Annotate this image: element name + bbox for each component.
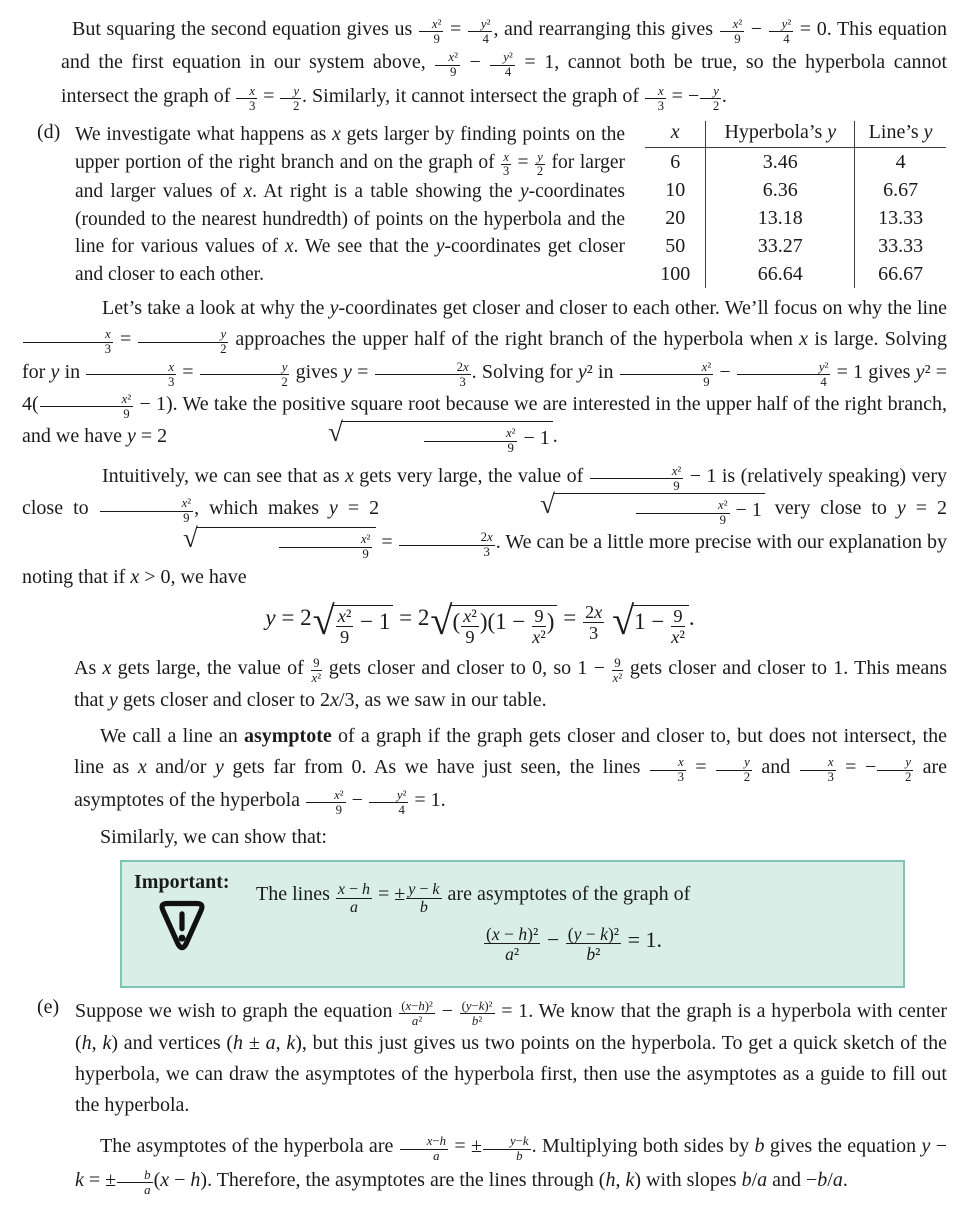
table-cell: 66.64 [706,260,855,288]
important-equation: $\frac{\text{(x − h)²}}{\text{a²}}$ − $\frac{\text{(y − k)²}}{\text{b²}}$ = 1. [485,923,663,964]
item-d-label: (d) [37,121,61,144]
table-cell: 100 [660,262,691,285]
item-e-text: Suppose we wish to graph the equation $\frac{\text{(x−h)²}}{\text{a²}}$ − $\frac{\text{(y−k)²}}{\text{b²}}$ = 1. We know that the graph is a hyperbola with center (h, k) and vertices (h ± a, k), but this just gives us two points on the hyperbola. To get a quick sketch of the hyperbola, we can draw the asymptotes of the hyperbola first, then use the asymptotes as a guide to fill out the hyperbola. [75,998,948,1117]
paragraph-asymptote-definition: We call a line an asymptote of a graph if the graph gets closer and closer to, but does not intersect, the line as x and/or y gets far from 0. As we have just seen, the lines $\frac{x}{3}$ = $\frac{y}{2}$ and $\frac{x}{3}$ = − $\frac{y}{2}$ are asymptotes of the hyperbola $\frac{\text{x²}}{9}$ − $\frac{\text{y²}}{4}$ = 1. [74,725,948,817]
table-cell: 20 [665,206,686,229]
item-d [37,121,950,288]
values-table-container [625,121,950,288]
table-cell: 13.18 [706,204,855,232]
item-d-text: We investigate what happens as x gets larger by finding points on the upper portion of the right branch and on the graph of $\frac{x}{3}$ = $\frac{y}{2}$ for larger and larger values of x. At right is a table showing the y-coordinates (rounded to the nearest hundredth) of points on the hyperbola and the line for various values of x. We see that the y-coordinates get closer and closer to each other. [75,124,625,285]
item-e [37,996,947,1197]
table-header-line-y: Line’s y [855,121,946,148]
paragraph-similarly: Similarly, we can show that: [100,825,327,848]
important-box [120,860,905,988]
table-cell: 33.33 [855,232,946,260]
textbook-page [0,13,960,1212]
table-cell: 3.46 [706,148,855,177]
table-cell: 13.33 [855,204,946,232]
values-table [645,121,946,288]
important-content [256,871,889,974]
warning-icon [156,898,208,954]
item-e-body [75,996,947,1197]
table-cell: 4 [855,148,946,177]
paragraph-lets-take: Let’s take a look at why the y-coordinates get closer and closer to each other. We’ll focus on why the line $\frac{x}{3}$ = $\frac{y}{2}$ approaches the upper half of the right branch of the hyperbola when x is large. Solving for y in $\frac{x}{3}$ = $\frac{y}{2}$ gives y = $\frac{2x}{3}$ . Solving for y² in $\frac{\text{x²}}{9}$ − $\frac{\text{y²}}{4}$ = 1 gives y² = 4( $\frac{\text{x²}}{9}$ − 1). We take the positive square root because we are interested in the upper half of the right branch, and we have y = 2 √ $\frac{\text{x²}}{9}$ − 1 . [22,297,948,456]
table-header-hyperbola-y: Hyperbola’s y [706,121,855,148]
item-e-label: (e) [37,995,60,1018]
table-row [645,204,946,232]
table-row [645,260,946,288]
table-row [645,232,946,260]
important-statement: The lines $\frac{x - h}{a}$ = ± $\frac{y - k}{b}$ are asymptotes of the graph of [256,880,691,916]
table-cell: 6.67 [855,176,946,204]
table-cell: 50 [665,234,686,257]
table-header-row [645,121,946,148]
important-box-left [134,871,256,974]
important-label: Important: [134,870,230,893]
table-row [645,176,946,204]
paragraph-intro: But squaring the second equation gives us $\frac{\text{x²}}{9}$ = $\frac{\text{y²}}{4}$ , and rearranging this gives $\frac{\text{x²}}{9}$ − $\frac{\text{y²}}{4}$ = 0. This equation and the first equation in our system above, $\frac{\text{x²}}{9}$ − $\frac{\text{y²}}{4}$ = 1, cannot both be true, so the hyperbola cannot intersect the graph of $\frac{x}{3}$ = $\frac{y}{2}$ . Similarly, it cannot intersect the graph of $\frac{x}{3}$ = − $\frac{y}{2}$ . [61,17,947,113]
table-cell: 10 [665,178,686,201]
table-cell: 33.27 [706,232,855,260]
paragraph-intuitively: Intuitively, we can see that as x gets very large, the value of $\frac{\text{x²}}{9}$ − 1 is (relatively speaking) very close to $\frac{\text{x²}}{9}$ , which makes y = 2 √ $\frac{\text{x²}}{9}$ − 1 very close to y = 2√ $\frac{\text{x²}}{9}$ = $\frac{2x}{3}$ . We can be a little more precise with our explanation by noting that if x > 0, we have [22,463,948,588]
paragraph-closing: The asymptotes of the hyperbola are $\frac{x-h}{a}$ = ± $\frac{y-k}{b}$ . Multiplying both sides by b gives the equation y − k = ± $\frac{b}{a}$ (x − h). Therefore, the asymptotes are the lines through (h, k) with slopes b/a and −b/a. [75,1134,948,1197]
table-cell: 6 [670,150,681,173]
table-cell: 6.36 [706,176,855,204]
display-equation: y = 2√ $\frac{\text{x²}}{9}$ − 1 = 2√( $\frac{\text{x²}}{9}$ )(1 − $\frac{9}{\text{x²}}$ ) = $\frac{2x}{3}$ √1 − $\frac{9}{\text{x²}}$ . [265,597,695,647]
table-header-x: x [645,121,706,148]
paragraph-as-x-large: As x gets large, the value of $\frac{9}{\text{x²}}$ gets closer and closer to 0, so 1 − $\frac{9}{\text{x²}}$ gets closer and closer to 1. This means that y gets closer and closer to 2x/3, as we saw in our table. [74,655,948,712]
table-row [645,148,946,177]
table-cell: 66.67 [855,260,946,288]
